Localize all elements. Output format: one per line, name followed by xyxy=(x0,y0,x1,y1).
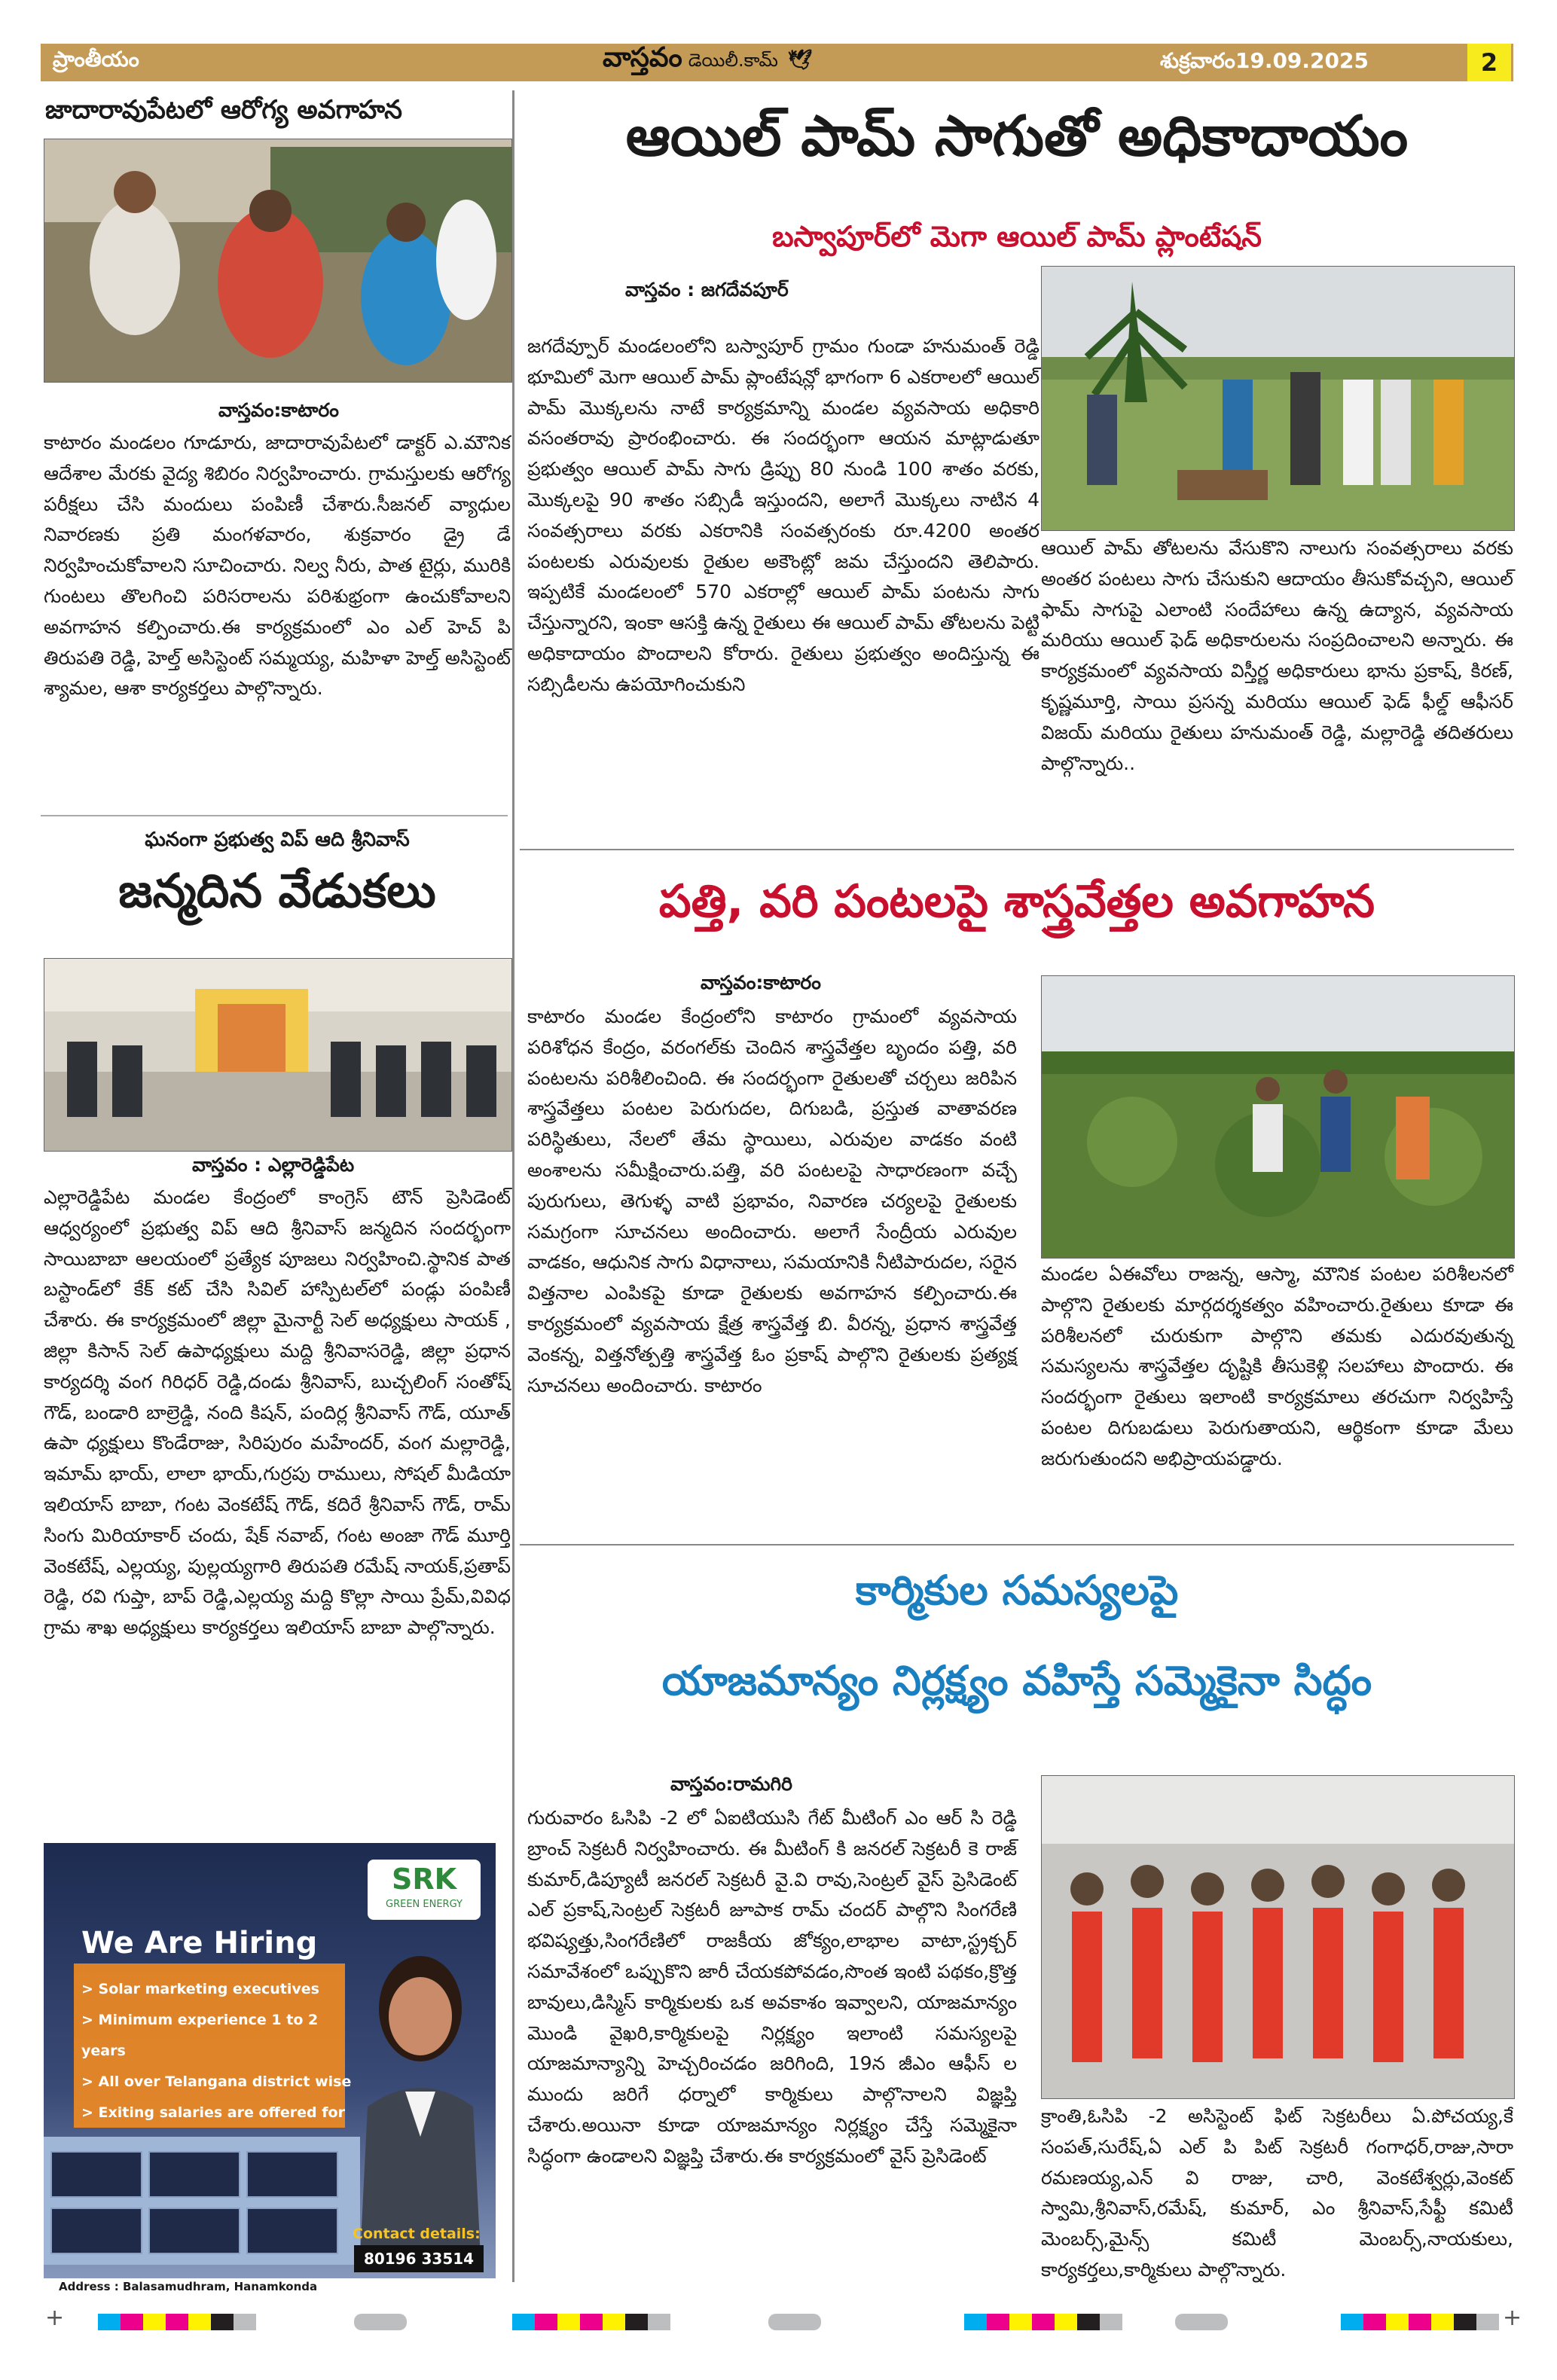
woman-portrait xyxy=(345,1941,496,2257)
oilpalm-body-left: జగదేవ్పూర్ మండలంలోని బస్వాపూర్ గ్రామం గుండా హనుమంత్ రెడ్డి భూమిలో మెగా ఆయిల్ పామ్ ప్లాంటేషన్లో భాగంగా 6 ఎకరాలలో ఆయిల్ పామ్ మొక్కలను నాటే కార్యక్రమాన్ని మండల వ్యవసాయ అధికారి వసంతరావు ప్రారంభించారు. ఈ సందర్భంగా ఆయన మాట్లాడుతూ ప్రభుత్వం ఆయిల్ పామ్ సాగు డ్రిప్పు 80 నుండి 100 శాతం వరకు, మొక్కలపై 90 శాతం సబ్సిడీ ఇస్తుందని, అలాగే మొక్కలు నాటిన 4 సంవత్సరాలు వరకు ఎకరానికి సంవత్సరంకు రూ.4200 అంతర పంటలకు ఎరువులకు రైతుల అకౌంట్లో జమ చేస్తుందని తెలిపారు. ఇప్పటికే మండలంలో 570 ఎకరాల్లో ఆయిల్ పామ్ పంటను సాగు చేస్తున్నారని, ఇంకా ఆసక్తి ఉన్న రైతులు ఈ ఆయిల్ పామ్ తోటలను పెట్టి అధికాదాయం పొందాలని కోరారు. రైతులు ప్రభుత్వం అందిస్తున్న ఈ సబ్సిడీలను ఉపయోగించుకుని xyxy=(527,335,1040,695)
bird-icon: 🕊 xyxy=(787,49,813,72)
color-registration-bar xyxy=(1341,2314,1507,2330)
section-label: ప్రాంతీయం xyxy=(53,47,139,72)
registration-oval xyxy=(768,2314,821,2330)
registration-oval xyxy=(354,2314,407,2330)
newspaper-logo xyxy=(603,42,812,80)
birthday-photo xyxy=(44,958,512,1152)
srk-logo-text: SRK xyxy=(391,1863,457,1896)
logo-text: వాస్తవం xyxy=(603,42,682,73)
ad-point: > Minimum experience 1 to 2 years xyxy=(81,2012,319,2059)
crops-body-left: కాటారం మండల కేంద్రంలోని కాటారం గ్రామంలో వ్యవసాయ పరిశోధన కేంద్రం, వరంగల్‌కు చెందిన శాస్త్రవేత్తల బృందం పత్తి, వరి పంటలను పరిశీలించింది. ఈ సందర్భంగా రైతులతో చర్చలు జరిపిన శాస్త్రవేత్తలు పంటల పెరుగుదల, దిగుబడి, ప్రస్తుత వాతావరణ పరిస్థితులు, నేలలో తేమ స్థాయిలు, ఎరువుల వాడకం వంటి అంశాలను సమీక్షించారు.పత్తి, వరి పంటలపై సాధారణంగా వచ్చే పురుగులు, తెగుళ్ళ వాటి ప్రభావం, నివారణ చర్యలపై రైతులకు సమగ్రంగా సూచనలు అందించారు. అలాగే సేంద్రీయ ఎరువుల వాడకం, ఆధునిక సాగు విధానాలు, సమయానికి నీటిపారుదల, సరైన విత్తనాల ఎంపికపై కూడా రైతులకు అవగాహన కల్పించారు.ఈ కార్యక్రమంలో వ్యవసాయ క్షేత్ర శాస్త్రవేత్త బి. వీరన్న, ప్రధాన శాస్త్రవేత్త వెంకన్న, విత్తనోత్పత్తి శాస్త్రవేత్త ఓం ప్రకాష్ పాల్గొని రైతులకు ప్రత్యక్ష సూచనలు అందించారు. కాటారం xyxy=(527,1005,1017,1396)
birthday-headline: జన్మదిన వేడుకలు xyxy=(118,863,436,918)
ad-address: Address : Balasamudhram, Hanamkonda xyxy=(44,2278,496,2295)
registration-oval xyxy=(1175,2314,1228,2330)
crops-byline: వాస్తవం:కాటారం xyxy=(701,972,821,993)
workers-headline-2: యాజమాన్యం నిర్లక్ష్యం వహిస్తే సమ్మెకైనా సిద్ధం xyxy=(661,1657,1372,1704)
birthday-byline: వాస్తవం : ఎల్లారెడ్డిపేట xyxy=(192,1154,355,1176)
color-registration-bar xyxy=(964,2314,1130,2330)
birthday-body: ఎల్లారెడ్డిపేట మండల కేంద్రంలో కాంగ్రెస్ టౌన్ ప్రెసిడెంట్ ఆధ్వర్యంలో ప్రభుత్వ విప్ ఆది శ్రీనివాస్ జన్మదిన సందర్భంగా సాయిబాబా ఆలయంలో ప్రత్యేక పూజలు నిర్వహించి.స్థానిక పాత బస్టాండ్‌లో కేక్ కట్ చేసి సివిల్ హాస్పిటల్‌లో పండ్లు పంపిణీ చేశారు. ఈ కార్యక్రమంలో జిల్లా మైనార్టీ సెల్ అధ్యక్షులు సాయక్ , జిల్లా కిసాన్ సెల్ ఉపాధ్యక్షులు మద్ది శ్రీనివాసరెడ్డి, జిల్లా ప్రధాన కార్యదర్శి వంగ గిరిధర్ రెడ్డి,దండు శ్రీనివాస్, బుచ్చలింగ్ సంతోష్ గౌడ్, బండారి బాల్రెడ్డి, నంది కిషన్, పందిర్ల శ్రీనివాస్ గౌడ్, యూత్ ఉపా ధ్యక్షులు కొండేరాజు, సిరిపురం మహేందర్, వంగ మల్లారెడ్డి, ఇమామ్ భాయ్, లాలా భాయ్,గుర్రపు రాములు, సోషల్ మీడియా ఇలియాస్ బాబా, గంట వెంకటేష్ గౌడ్, కదిరే శ్రీనివాస్ గౌడ్, రామ్ సింగు మిరియాకార్ చందు, షేక్ నవాబ్, గంట అంజా గౌడ్ మూర్తి వెంకటేష్, ఎల్లయ్య, పుల్లయ్యగారి తిరుపతి రమేష్ నాయక్,ప్రతాప్ రెడ్డి, రవి గుప్తా, బాప్ రెడ్డి,ఎల్లయ్య మద్ది కొల్లా సాయి ప్రేమ్,వివిధ గ్రామ శాఖ అధ్యక్షులు కార్యకర్తలు ఇలియాస్ బాబా పాల్గొన్నారు. xyxy=(44,1186,511,1639)
ad-point: > Exiting salaries are offered for xyxy=(81,2104,345,2121)
birthday-kicker: ఘనంగా ప్రభుత్వ విప్ ఆది శ్రీనివాస్ xyxy=(145,828,410,851)
workers-headline-1: కార్మికుల సమస్యలపై xyxy=(855,1567,1179,1614)
workers-body-left: గురువారం ఓసిపి -2 లో ఏఐటియుసి గేట్ మీటింగ్ ఎం ఆర్ సి రెడ్డి బ్రాంచ్ సెక్రటరీ నిర్వహించారు. ఈ మీటింగ్ కి జనరల్ సెక్రటరీ కె రాజ్ కుమార్,డిప్యూటీ జనరల్ సెక్రటరీ వై.వి రావు,సెంట్రల్ వైస్ ప్రెసిడెంట్ ఎల్ ప్రకాష్,సెంట్రల్ సెక్రటరీ జూపాక రామ్ చందర్ పాల్గొని సింగరేణి భవిష్యత్తు,సింగరేణిలో రాజకీయ జోక్యం,లాభాల వాటా,స్ట్రక్చర్ సమావేశంలో ఒప్పుకొని జారీ చేయకపోవడం,సొంత ఇంటి పథకం,క్రొత్త బావులు,డిస్మిస్ కార్మికులకు ఒక అవకాశం ఇవ్వాలని, యాజమాన్యం మొండి వైఖరి,కార్మికులపై నిర్లక్ష్యం ఇలాంటి సమస్యలపై యాజమాన్యాన్ని హెచ్చరించడం జరిగింది, 19న జీఎం ఆఫీస్ ల ముందు జరిగే ధర్నాలో కార్మికులు పాల్గొనాలని విజ్ఞప్తి చేశారు.అయినా కూడా యాజమాన్యం నిర్లక్ష్యం చేస్తే సమ్మెకైనా సిద్ధంగా ఉండాలని విజ్ఞప్తి చేశారు.ఈ కార్యక్రమంలో వైస్ ప్రెసిడెంట్ xyxy=(527,1807,1017,2167)
oilpalm-subhead: బస్వాపూర్‌లో మెగా ఆయిల్ పామ్ ప్లాంటేషన్ xyxy=(772,220,1262,253)
oilpalm-headline: ఆయిల్ పామ్ సాగుతో అధికాదాయం xyxy=(625,104,1409,169)
color-registration-bar xyxy=(512,2314,678,2330)
health-byline: వాస్తవం:కాటారం xyxy=(218,399,339,421)
crop-mark-icon: + xyxy=(1503,2305,1522,2331)
workers-body-right: క్రాంతి,ఓసిపి -2 అసిస్టెంట్ ఫిట్ సెక్రటరీలు ఏ.పోచయ్య,కే సంపత్,సురేష్,ఏ ఎల్ పి పిట్ సెక్రటరీ గంగాధర్,రాజు,సారా రమణయ్య,ఎన్ వి రాజు, చారి, వెంకటేశ్వర్లు,వెంకట్ స్వామి,శ్రీనివాస్,రమేష్, కుమార్, ఎం శ్రీనివాస్,సేఫ్టీ కమిటీ మెంబర్స్,మైన్స్ కమిటీ మెంబర్స్,నాయకులు, కార్యకర్తలు,కార్మికులు పాల్గొన్నారు. xyxy=(1041,2105,1513,2281)
crop-mark-icon: + xyxy=(45,2305,65,2331)
logo-subtext: డెయిలీ.కామ్ xyxy=(688,50,778,71)
section-divider xyxy=(520,1544,1514,1545)
ad-points xyxy=(81,1974,353,2159)
ad-title: We Are Hiring xyxy=(81,1926,318,1960)
ad-point: > Solar marketing executives xyxy=(81,1981,319,1997)
ad-point: > All over Telangana district wise xyxy=(81,2073,352,2090)
health-body: కాటారం మండలం గూడూరు, జాదారావుపేటలో డాక్టర్ ఎ.మౌనిక ఆదేశాల మేరకు వైద్య శిబిరం నిర్వహించారు. గ్రామస్తులకు ఆరోగ్య పరీక్షలు చేసి మందులు పంపిణీ చేశారు.సీజనల్ వ్యాధుల నివారణకు ప్రతి మంగళవారం, శుక్రవారం డ్రై డే నిర్వహించుకోవాలని సూచించారు. నిల్వ నీరు, పాత టైర్లు, మురికి గుంటలు తొలగించి పరిసరాలను పరిశుభ్రంగా ఉంచుకోవాలని అవగాహన కల్పించారు.ఈ కార్యక్రమంలో ఎం ఎల్ హెచ్ పి తిరుపతి రెడ్డి, హెల్త్ అసిస్టెంట్ సమ్మయ్య, మహిళా హెల్త్ అసిస్టెంట్ శ్యామల, ఆశా కార్యకర్తలు పాల్గొన్నారు. xyxy=(44,432,511,700)
crops-body-right: మండల ఏఈవోలు రాజన్న, ఆస్మా, మౌనిక పంటల పరిశీలనలో పాల్గొని రైతులకు మార్గదర్శకత్వం వహించారు.రైతులు కూడా ఈ పరిశీలనలో చురుకుగా పాల్గొని తమకు ఎదురవుతున్న సమస్యలను శాస్త్రవేత్తల దృష్టికి తీసుకెళ్లి సలహాలు పొందారు. ఈ సందర్భంగా రైతులు ఇలాంటి కార్యక్రమాలు తరచుగా నిర్వహిస్తే పంటల దిగుబడులు పెరుగుతాయని, ఆర్థికంగా కూడా మేలు జరుగుతుందని అభిప్రాయపడ్డారు. xyxy=(1041,1263,1513,1469)
workers-byline: వాస్తవం:రామగిరి xyxy=(670,1773,792,1795)
oilpalm-plantation-photo xyxy=(1041,266,1515,531)
hiring-advertisement xyxy=(44,1843,496,2295)
srk-logo xyxy=(368,1860,481,1920)
ad-contact-number: 80196 33514 xyxy=(354,2245,484,2272)
health-camp-photo xyxy=(44,139,512,383)
page-number: 2 xyxy=(1467,44,1511,81)
oilpalm-body-right: ఆయిల్ పామ్ తోటలను వేసుకొని నాలుగు సంవత్సరాలు వరకు అంతర పంటలు సాగు చేసుకుని ఆదాయం తీసుకోవచ్చని, ఆయిల్ ఫామ్ సాగుపై ఎలాంటి సందేహాలు ఉన్న ఉద్యాన, వ్యవసాయ మరియు ఆయిల్ ఫెడ్ అధికారులను సంప్రదించాలని అన్నారు. ఈ కార్యక్రమంలో వ్యవసాయ విస్తీర్ణ అధికారులు భాను ప్రకాష్, కిరణ్, కృష్ణమూర్తి, సాయి ప్రసన్న మరియు ఆయిల్ ఫెడ్ ఫీల్డ్ ఆఫీసర్ విజయ్ మరియు రైతులు హనుమంత్ రెడ్డి, మల్లారెడ్డి తదితరులు పాల్గొన్నారు.. xyxy=(1041,537,1513,774)
column-divider xyxy=(512,90,514,2282)
section-divider xyxy=(520,849,1514,850)
workers-meeting-photo xyxy=(1041,1775,1515,2099)
health-headline: జాదారావుపేటలో ఆరోగ్య అవగాహన xyxy=(45,95,402,125)
crops-field-photo xyxy=(1041,975,1515,1259)
oilpalm-byline: వాస్తవం : జగదేవపూర్ xyxy=(625,279,789,301)
issue-date: శుక్రవారం19.09.2025 xyxy=(1160,48,1369,73)
color-registration-bar xyxy=(98,2314,264,2330)
srk-logo-sub: GREEN ENERGY xyxy=(386,1899,463,1910)
solar-panels-image xyxy=(44,2137,360,2265)
ad-contact-label: Contact details: xyxy=(353,2226,481,2242)
crops-headline: పత్తి, వరి పంటలపై శాస్త్రవేత్తల అవగాహన xyxy=(658,875,1375,928)
section-divider xyxy=(41,815,508,816)
